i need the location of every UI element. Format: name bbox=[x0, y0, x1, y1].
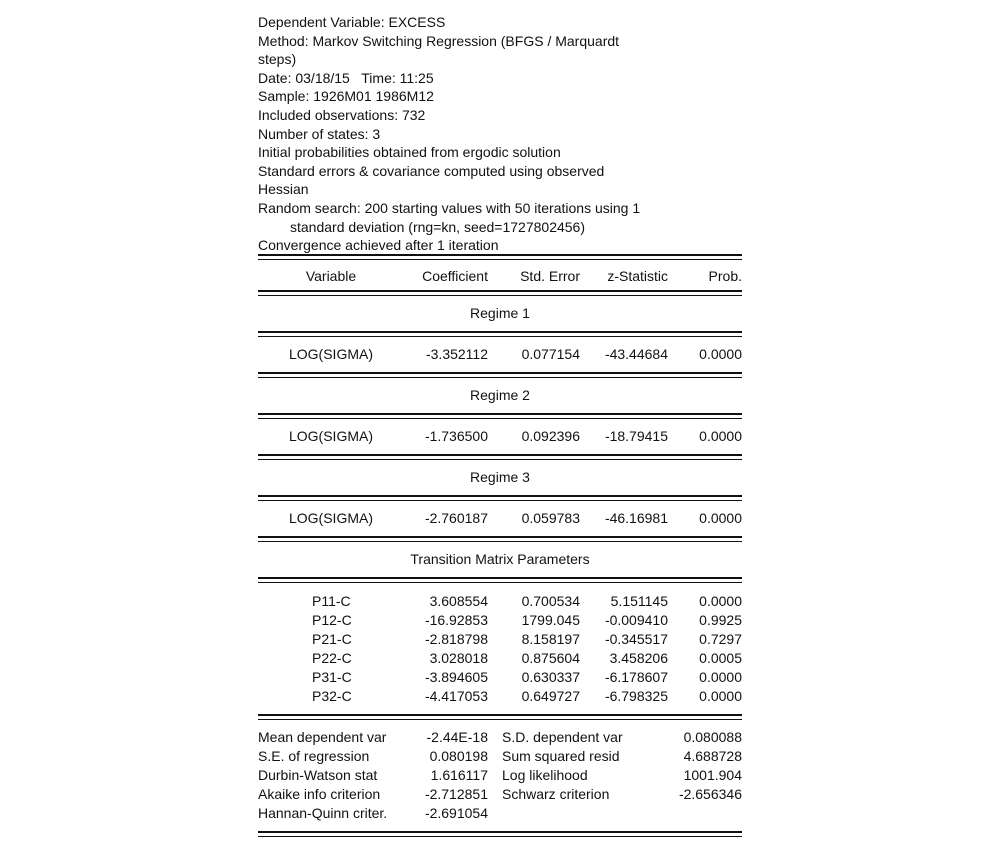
variable-name: P22-C bbox=[312, 650, 352, 666]
stat-label: Log likelihood bbox=[502, 767, 588, 783]
header-states: Number of states: 3 bbox=[258, 125, 381, 142]
col-z-statistic: z-Statistic bbox=[607, 268, 668, 284]
variable-name: P32-C bbox=[312, 688, 352, 704]
stat-label: S.D. dependent var bbox=[502, 729, 623, 745]
std-error: 0.092396 bbox=[521, 428, 580, 444]
coefficient-table bbox=[258, 254, 742, 837]
stat-value: 0.080198 bbox=[429, 748, 488, 764]
col-coefficient: Coefficient bbox=[422, 268, 488, 284]
std-error: 0.077154 bbox=[521, 346, 580, 362]
std-error: 0.875604 bbox=[521, 650, 580, 666]
z-statistic: -18.79415 bbox=[604, 428, 668, 444]
header-method: Method: Markov Switching Regression (BFGS / Marquardt bbox=[258, 32, 620, 49]
z-statistic: -0.009410 bbox=[604, 612, 668, 628]
regime-3-label: Regime 3 bbox=[470, 469, 530, 485]
variable-name: LOG(SIGMA) bbox=[288, 346, 373, 362]
stat-value: -2.656346 bbox=[678, 786, 742, 802]
coefficient: -4.417053 bbox=[424, 688, 488, 704]
stat-label: Durbin-Watson stat bbox=[258, 767, 378, 783]
header-random-search-cont: standard deviation (rng=kn, seed=1727802456) bbox=[290, 218, 585, 235]
header-random-search: Random search: 200 starting values with 50 iterations using 1 bbox=[258, 199, 641, 216]
header-observations: Included observations: 732 bbox=[258, 106, 426, 123]
coefficient: -16.92853 bbox=[424, 612, 488, 628]
coefficient: 3.028018 bbox=[429, 650, 488, 666]
prob: 0.0000 bbox=[699, 593, 742, 609]
table-row bbox=[258, 427, 742, 446]
header-dependent-variable: Dependent Variable: EXCESS bbox=[258, 14, 446, 30]
coefficient: -3.352112 bbox=[425, 346, 488, 362]
table-row bbox=[258, 509, 742, 528]
table-row bbox=[258, 668, 742, 687]
coefficient: -1.736500 bbox=[424, 428, 488, 444]
variable-name: P21-C bbox=[312, 631, 352, 647]
stat-value bbox=[652, 804, 742, 823]
stats-row bbox=[258, 804, 742, 823]
regime-2-label: Regime 2 bbox=[470, 387, 530, 403]
stats-row bbox=[258, 728, 742, 747]
variable-name: LOG(SIGMA) bbox=[288, 510, 373, 526]
variable-name: P11-C bbox=[312, 593, 351, 609]
header-sample: Sample: 1926M01 1986M12 bbox=[258, 88, 434, 105]
prob: 0.0000 bbox=[699, 688, 742, 704]
divider bbox=[258, 831, 742, 837]
table-row bbox=[258, 345, 742, 364]
stat-value: -2.712851 bbox=[424, 786, 488, 802]
z-statistic: 3.458206 bbox=[609, 650, 668, 666]
coefficient: -3.894605 bbox=[424, 669, 488, 685]
stat-label bbox=[502, 804, 652, 823]
std-error: 0.059783 bbox=[521, 510, 580, 526]
prob: 0.7297 bbox=[699, 631, 742, 647]
stat-label: S.E. of regression bbox=[258, 748, 370, 764]
stat-label: Mean dependent var bbox=[258, 729, 387, 745]
table-row bbox=[258, 611, 742, 630]
coefficient: -2.818798 bbox=[424, 631, 488, 647]
stat-value: -2.44E-18 bbox=[426, 729, 488, 745]
col-std-error: Std. Error bbox=[520, 268, 580, 284]
z-statistic: 5.151145 bbox=[610, 593, 668, 609]
std-error: 0.700534 bbox=[521, 593, 580, 609]
stat-value: 0.080088 bbox=[683, 729, 742, 745]
table-row bbox=[258, 630, 742, 649]
column-header-row bbox=[258, 262, 742, 290]
std-error: 1799.045 bbox=[521, 612, 580, 628]
stat-label: Akaike info criterion bbox=[258, 786, 381, 802]
stat-label: Sum squared resid bbox=[502, 748, 620, 764]
transition-matrix-label: Transition Matrix Parameters bbox=[410, 551, 590, 567]
header-std-errors: Standard errors & covariance computed using observed bbox=[258, 162, 605, 179]
output-header bbox=[258, 13, 658, 255]
stat-value: 4.688728 bbox=[683, 748, 742, 764]
stat-label: Schwarz criterion bbox=[502, 786, 610, 802]
prob: 0.0000 bbox=[699, 346, 742, 362]
header-convergence: Convergence achieved after 1 iteration bbox=[258, 237, 499, 254]
prob: 0.0000 bbox=[699, 669, 742, 685]
stat-label: Hannan-Quinn criter. bbox=[258, 805, 388, 821]
variable-name: P31-C bbox=[312, 669, 352, 685]
stats-row bbox=[258, 747, 742, 766]
variable-name: LOG(SIGMA) bbox=[288, 428, 373, 444]
std-error: 0.630337 bbox=[521, 669, 580, 685]
header-date: Date: 03/18/15 Time: 11:25 bbox=[258, 69, 434, 86]
header-std-errors-cont: Hessian bbox=[258, 181, 309, 198]
stats-row bbox=[258, 766, 742, 785]
z-statistic: -6.178607 bbox=[604, 669, 668, 685]
variable-name: P12-C bbox=[312, 612, 352, 628]
prob: 0.0005 bbox=[699, 650, 742, 666]
stats-row bbox=[258, 785, 742, 804]
stat-value: 1.616117 bbox=[430, 767, 488, 783]
col-prob: Prob. bbox=[708, 268, 742, 284]
header-method-cont: steps) bbox=[258, 51, 297, 68]
coefficient: 3.608554 bbox=[429, 593, 488, 609]
divider bbox=[258, 254, 742, 260]
col-variable: Variable bbox=[305, 268, 357, 284]
std-error: 8.158197 bbox=[521, 631, 580, 647]
header-initial-prob: Initial probabilities obtained from ergodic solution bbox=[258, 144, 561, 161]
z-statistic: -0.345517 bbox=[604, 631, 668, 647]
summary-stats bbox=[258, 728, 742, 823]
z-statistic: -43.44684 bbox=[604, 346, 668, 362]
table-row bbox=[258, 687, 742, 706]
prob: 0.9925 bbox=[699, 612, 742, 628]
prob: 0.0000 bbox=[699, 510, 742, 526]
z-statistic: -46.16981 bbox=[604, 510, 668, 526]
std-error: 0.649727 bbox=[521, 688, 580, 704]
z-statistic: -6.798325 bbox=[604, 688, 668, 704]
table-row bbox=[258, 592, 742, 611]
prob: 0.0000 bbox=[699, 428, 742, 444]
table-row bbox=[258, 649, 742, 668]
coefficient: -2.760187 bbox=[424, 510, 488, 526]
stat-value: 1001.904 bbox=[683, 767, 742, 783]
stat-value: -2.691054 bbox=[424, 805, 488, 821]
regime-1-label: Regime 1 bbox=[470, 305, 530, 321]
